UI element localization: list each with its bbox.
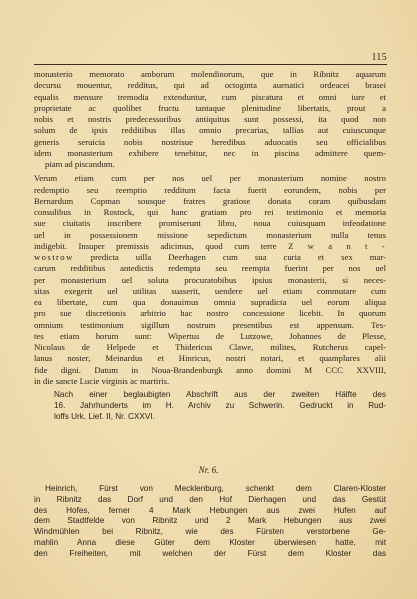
text-line: in die sancte Lucie virginis ac martiris. <box>34 375 170 386</box>
text-line: piam ad piscandum. <box>45 159 115 169</box>
source-note <box>34 390 386 422</box>
text-line: ea libertate, cum qua donauimus omnia supradicta uel eorum aliqua <box>34 297 386 307</box>
text-line: solum de ipsis redditibus illas omnio precarias, tallias aut cuiuscunque <box>34 125 386 136</box>
note-line: Nach einer beglaubigten Abschrift aus der zweiten Hälfte des <box>54 390 386 399</box>
abstract-line: in Ribnitz das Dorf und den Hof Dierhagen und das Gestüt <box>34 494 386 504</box>
text-line: nobis et nostris predecessoribus antiquitus sunt possessi, ita quod non <box>34 114 386 124</box>
note-line: loffs Urk. Lief. II, Nr. CXXVI. <box>54 411 155 421</box>
text-line: fide digni. Datum in Noua-Brandenburgk anno domini M CCC XXVIII, <box>34 364 386 375</box>
abstract-line: dem Stadtfelde von Ribnitz und 2 Mark Hebungen aus zwei <box>34 516 386 526</box>
text-line: omnium testimonium sigillum nostrum presentibus est appensum. Tes- <box>34 319 386 330</box>
text-line: per monasterium uel soluta procuratobibus ipsius monasterii, si neces- <box>34 274 386 285</box>
document-abstract <box>34 484 386 559</box>
abstract-line: des Hofes, ferner 4 Mark Hebungen aus zwei Hufen auf <box>34 505 386 515</box>
text-line: decursu mouentur, redditus, qui ad octoginta auenatici ordeacei brasei <box>34 80 386 91</box>
text-line: redemptio seu reemptio redditum facta fuerit eorundem, nobis per <box>34 184 386 195</box>
text-line: consulibus in Rostock, qui hanc gratiam pro rei testimonio et memoria <box>34 207 386 217</box>
spaced-name: Z w a n t - <box>288 240 386 251</box>
text-line: wostrow predicta uilla Deerhagen cum sua curia et sex mar- <box>34 252 386 262</box>
abstract-line: den Freiheiten, mit welchen der Fürst dem Kloster das <box>34 548 386 558</box>
abstract-line: Heinrich, Fürst von Mecklenburg, schenkt dem Claren-Kloster <box>45 484 386 493</box>
latin-paragraph-1 <box>34 69 386 170</box>
latin-charter-text <box>34 69 386 422</box>
text-line: sitas exegerit uel utilitas suaserit, uendere uel etiam commutare cum <box>34 285 386 296</box>
text-line: generis seruicia nobis nostrisue heredibus aduocatis seu officialibus <box>34 136 386 147</box>
abstract-line: mahlin Anna diese Güter dem Kloster überwiesen hatte, mit <box>34 537 386 547</box>
text-line: sue ciuitatis inscribere promiserunt libro, noua cuiusquam infeodatione <box>34 218 386 229</box>
text-line: idem monasterium exhibere tenebitur, nec in piscina admittere quem- <box>34 147 386 158</box>
text-line: tes etiam horum sunt: Wipertus de Lutzowe, Johannes de Plesse, <box>34 330 386 341</box>
abstract-line: Windmühlen bei Ribnitz, wie des Fürsten verstorbene Ge- <box>34 527 386 536</box>
text-line: pro sue discretionis arbitrio hac nostro concessione licebit. In quorum <box>34 308 386 319</box>
text-line: Nicolaus de Helpede et Thidericus Clawe, milites, Rutcherus capel- <box>34 342 386 352</box>
text-line-with-spaced-name <box>34 241 386 252</box>
text-line: Verum etiam cum per nos uel per monasterium nomine nostro <box>34 173 386 184</box>
text-line: proprietate ac quolibet fructu tantaque plenitudine libertatis, prout a <box>34 102 386 113</box>
header-rule <box>34 64 387 65</box>
page-number: 115 <box>371 52 387 63</box>
note-line: 16. Jahrhunderts im H. Archiv zu Schwerin. Gedruckt in Rud- <box>54 400 386 410</box>
text-line: equalis mensure tremodia extenduntur, cum piscatura et omni iure et <box>34 91 386 102</box>
text-segment: indigebit. Insuper premissis adicimus, quod cum terre <box>34 240 277 251</box>
document-heading: Nr. 6. <box>198 465 219 475</box>
text-line: Bernardum Copman sousque fratres gratiose donata coram quibusdam <box>34 195 386 206</box>
text-line: lanus noster, Meinardus et Hinricus, nostri notari, et quamplures alii <box>34 353 386 364</box>
text-line: monasterio memorato amborum molendinorum, que in Ribnitz aquarum <box>34 69 386 79</box>
text-line: carum redditibus antedictis redempta seu reempta fuerint per nos uel <box>34 263 386 274</box>
text-line: uel in possessionem missione sepedictum monasterium nulla tenus <box>34 229 386 240</box>
latin-paragraph-2 <box>34 173 386 387</box>
spaced-name: wostrow <box>34 252 74 262</box>
